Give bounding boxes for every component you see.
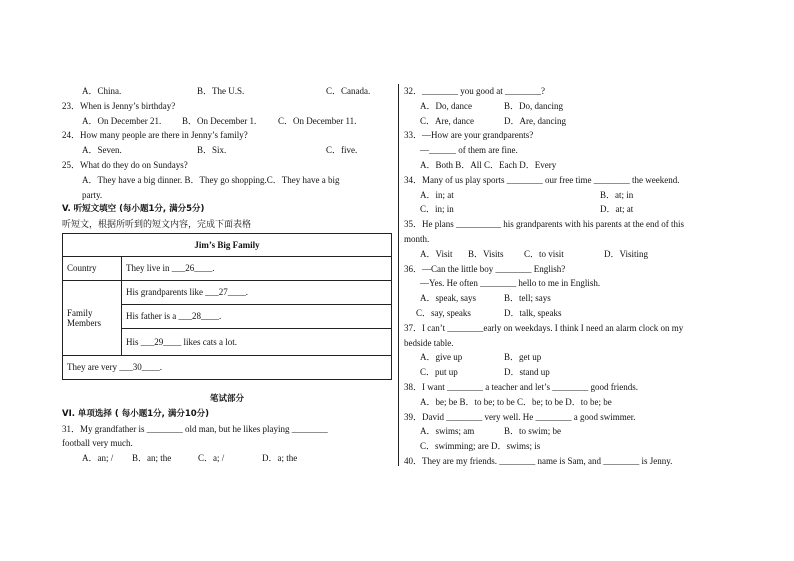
q32-options-1: [404, 99, 724, 114]
q33-options: A．Both B．All C．Each D．Every: [420, 159, 557, 170]
q34-option-a: A．in; at: [420, 189, 454, 200]
q23-option-b: B．On December 1.: [182, 115, 257, 126]
q37-option-b: B．get up: [504, 352, 542, 363]
q31-line1: 31．My grandfather is ________ old man, but he likes playing ________: [62, 423, 328, 434]
q34-option-c: C．in; in: [420, 204, 454, 215]
q32-question: 32．________ you good at ________?: [404, 86, 545, 96]
q34-option-d: D．at; at: [600, 204, 634, 215]
q31-options: [62, 451, 392, 466]
table-country-label: Country: [63, 256, 122, 280]
q36-option-c: C．say, speaks: [416, 307, 471, 318]
q24-option-c: C．five.: [326, 145, 358, 156]
q35-line1: 35．He plans __________ his grandparents with his parents at the end of this: [404, 219, 684, 230]
table-family-label: Family Members: [63, 280, 122, 355]
q24-question: 24．How many people are there in Jenny’s family?: [62, 130, 248, 141]
q34-question: 34．Many of us play sports ________ our free time ________ the weekend.: [404, 174, 680, 185]
q31-option-c: C．a; /: [198, 453, 225, 464]
q24-options: [62, 143, 392, 158]
q22-option-a: A．China.: [82, 86, 122, 96]
q35-line2: month.: [404, 233, 430, 244]
section5-title: V. 听短文填空 (每小题1分, 满分5分): [62, 204, 205, 215]
q35-option-c: C．to visit: [524, 248, 564, 259]
q25-question: 25．What do they do on Sundays?: [62, 159, 188, 170]
q37-options-1: [404, 350, 724, 365]
table-family-row-1: His grandparents like ___27____.: [122, 280, 392, 304]
q35-options: [404, 247, 724, 262]
q36-options-1: [404, 291, 724, 306]
q32-option-a: A．Do, dance: [420, 100, 472, 111]
q35-option-d: D．Visiting: [604, 248, 648, 259]
q37-options-2: [404, 365, 724, 380]
section5-instructions: 听短文，根据所听到的短文内容，完成下面表格: [62, 219, 252, 230]
q40-question: 40．They are my friends. ________ name is Sam, and ________ is Jenny.: [404, 455, 673, 466]
q37-option-d: D．stand up: [504, 367, 550, 378]
q36-option-b: B．tell; says: [504, 293, 551, 304]
table-title: Jim’s Big Family: [63, 233, 392, 256]
q22-option-b: B．The U.S.: [197, 86, 245, 96]
q25-options-line2: party.: [82, 189, 103, 200]
q23-question: 23．When is Jenny’s birthday?: [62, 100, 176, 111]
table-family-row-3: His ___29____ likes cats a lot.: [122, 328, 392, 355]
q34-options-1: [404, 188, 724, 203]
q22-option-c: C．Canada.: [326, 86, 371, 96]
q38-options: A．be; be B．to be; to be C．be; to be D．to be; be: [420, 396, 612, 407]
left-column: [62, 84, 392, 466]
q24-option-b: B．Six.: [197, 145, 227, 156]
q35-option-a: A．Visit: [420, 248, 453, 259]
q31-option-a: A．an; /: [82, 453, 114, 464]
written-part-heading: 笔试部分: [209, 393, 244, 404]
q33-question: 33．—How are your grandparents?: [404, 130, 534, 141]
q37-line1: 37．I can’t ________early on weekdays. I think I need an alarm clock on my: [404, 322, 684, 333]
q23-option-c: C．On December 11.: [278, 115, 357, 126]
q39-options-2: C．swimming; are D．swims; is: [420, 441, 541, 452]
q36-options-2: [404, 306, 724, 321]
q38-question: 38．I want ________ a teacher and let’s ________ good friends.: [404, 381, 638, 392]
table-family-row-2: His father is a ___28____.: [122, 304, 392, 328]
q37-option-a: A．give up: [420, 352, 463, 363]
q31-line2: football very much.: [62, 438, 133, 449]
q23-options: [62, 114, 392, 129]
q22-options: [62, 84, 392, 99]
q36-question: 36．—Can the little boy ________ English?: [404, 263, 566, 274]
q24-option-a: A．Seven.: [82, 145, 122, 156]
q34-options-2: [404, 202, 724, 217]
q37-line2: bedside table.: [404, 337, 454, 348]
q39-option-a: A．swims; am: [420, 426, 475, 437]
q37-option-c: C．put up: [420, 367, 458, 378]
q32-option-b: B．Do, dancing: [504, 100, 563, 111]
right-column: [404, 84, 724, 469]
table-last-row: They are very ___30____.: [63, 355, 392, 379]
q32-option-d: D．Are, dancing: [504, 115, 566, 126]
q36-option-a: A．speak, says: [420, 293, 476, 304]
q32-option-c: C．Are, dance: [420, 115, 474, 126]
q35-option-b: B．Visits: [468, 248, 504, 259]
q39-option-b: B．to swim; be: [504, 426, 562, 437]
q31-option-b: B．an; the: [132, 453, 172, 464]
q32-options-2: [404, 114, 724, 129]
q39-options-1: [404, 424, 724, 439]
q31-option-d: D．a; the: [262, 453, 298, 464]
q25-options-line1: A．They have a big dinner. B．They go shopping.C．They have a big: [82, 174, 340, 185]
q23-option-a: A．On December 21.: [82, 115, 162, 126]
q36-option-d: D．talk, speaks: [504, 307, 562, 318]
section6-title: VI. 单项选择 ( 每小题1分, 满分10分): [62, 408, 210, 419]
column-divider: [398, 84, 399, 466]
q33-answer-line: —______ of them are fine.: [420, 145, 518, 156]
q39-question: 39．David ________ very well. He ________ a good swimmer.: [404, 411, 636, 422]
q34-option-b: B．at; in: [600, 189, 634, 200]
q36-answer-line: —Yes. He often ________ hello to me in English.: [420, 278, 601, 289]
table-country-value: They live in ___26____.: [122, 256, 392, 280]
listening-table: [62, 233, 392, 380]
